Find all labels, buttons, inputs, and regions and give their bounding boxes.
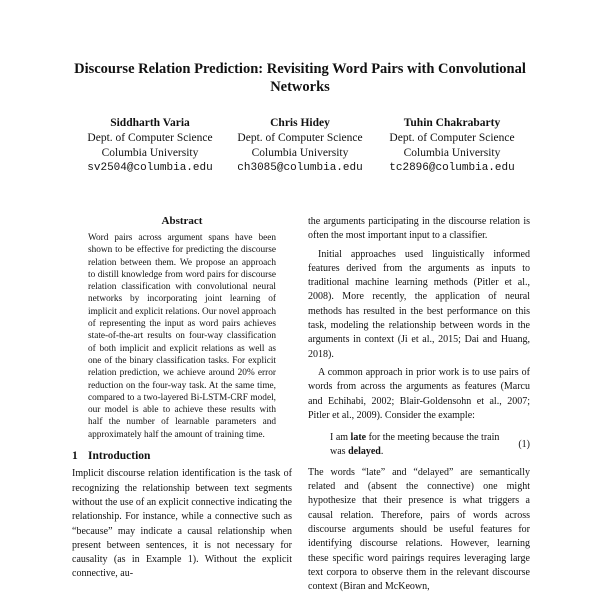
abstract-heading: Abstract <box>161 215 203 227</box>
author-univ: Columbia University <box>403 147 501 159</box>
author-dept: Dept. of Computer Science <box>87 132 213 144</box>
author-dept: Dept. of Computer Science <box>389 132 515 144</box>
example-text-part: I am <box>330 432 351 444</box>
author-univ: Columbia University <box>251 147 349 159</box>
section-number: 1 <box>72 450 78 463</box>
intro-paragraph-2: Initial approaches used linguistically informed features derived from the arguments as inputs to traditional machine learning methods (Pitler et al., 2008). More recently, the application of neural methods has resulted in the best performance on this task, modeling the relationship between words in the arguments in context (Ji et al., 2015; Dai and Huang, 2018). <box>308 248 530 360</box>
paper-title: Discourse Relation Prediction: Revisiting Word Pairs with Convolutional Networks <box>74 61 526 95</box>
example-bold-word: late <box>350 432 367 444</box>
example-text-part: for the meeting because the train was <box>330 432 500 458</box>
example-number: (1) <box>518 439 530 451</box>
author-email: sv2504@columbia.edu <box>87 162 213 174</box>
author-dept: Dept. of Computer Science <box>237 132 363 144</box>
intro-paragraph-4: The words “late” and “delayed” are semantically related and (absent the connective) one might hypothesize that their presence is what triggers a causal relation. Therefore, pairs of words across discourse arguments should be useful features for identifying discourse relations. However, learning these specific word pairings requires leveraging large text corpora to observe them in the relevant discourse context (Biran and McKeown, <box>308 466 530 593</box>
example-text-part: . <box>380 446 384 458</box>
author-name: Tuhin Chakrabarty <box>403 117 501 129</box>
section-title: Introduction <box>88 450 151 463</box>
author-univ: Columbia University <box>101 147 199 159</box>
abstract-body: Word pairs across argument spans have been shown to be effective for predicting the discourse relation between them. We propose an approach to distill knowledge from word pairs for discourse relation classification with convolutional neural networks by incorporating joint learning of implicit and explicit relations. Our novel approach of representing the input as word pairs achieves state-of-the-art results on four-way classification of both implicit and explicit relations as well as one of the binary classification tasks. For explicit relation prediction, we achieve around 20% error reduction on the four-way task. At the same time, compared to a two-layered Bi-LSTM-CRF model, our model is able to achieve these results with half the number of learnable parameters and approximately half the amount of training time. <box>88 233 276 440</box>
intro-paragraph-1: Implicit discourse relation identification is the task of recognizing the relationship between text segments without the use of an explicit connective indicating the relationship. For instance, while a connective such as “because” may indicate a causal relationship when present between sentences, it is not necessary for causality (as in Example 1). Without the explicit connective, au- <box>72 468 292 580</box>
right-column <box>308 215 530 594</box>
intro-paragraph-1-continued: the arguments participating in the discourse relation is often the most important input to a classifier. <box>308 216 530 242</box>
author-name: Siddharth Varia <box>110 117 190 129</box>
intro-paragraph-3: A common approach in prior work is to use pairs of words from across the arguments as features (Marcu and Echihabi, 2002; Blair-Goldensohn et al., 2007; Pitler et al., 2009). Consider the example: <box>308 366 530 421</box>
example-1 <box>330 431 530 460</box>
example-bold-word: delayed <box>348 446 381 458</box>
example-text <box>330 431 508 460</box>
section-heading <box>72 449 292 463</box>
left-column <box>72 214 292 582</box>
author-email: tc2896@columbia.edu <box>389 162 515 174</box>
author-name: Chris Hidey <box>270 117 330 129</box>
author-block <box>362 116 542 176</box>
author-email: ch3085@columbia.edu <box>237 162 363 174</box>
